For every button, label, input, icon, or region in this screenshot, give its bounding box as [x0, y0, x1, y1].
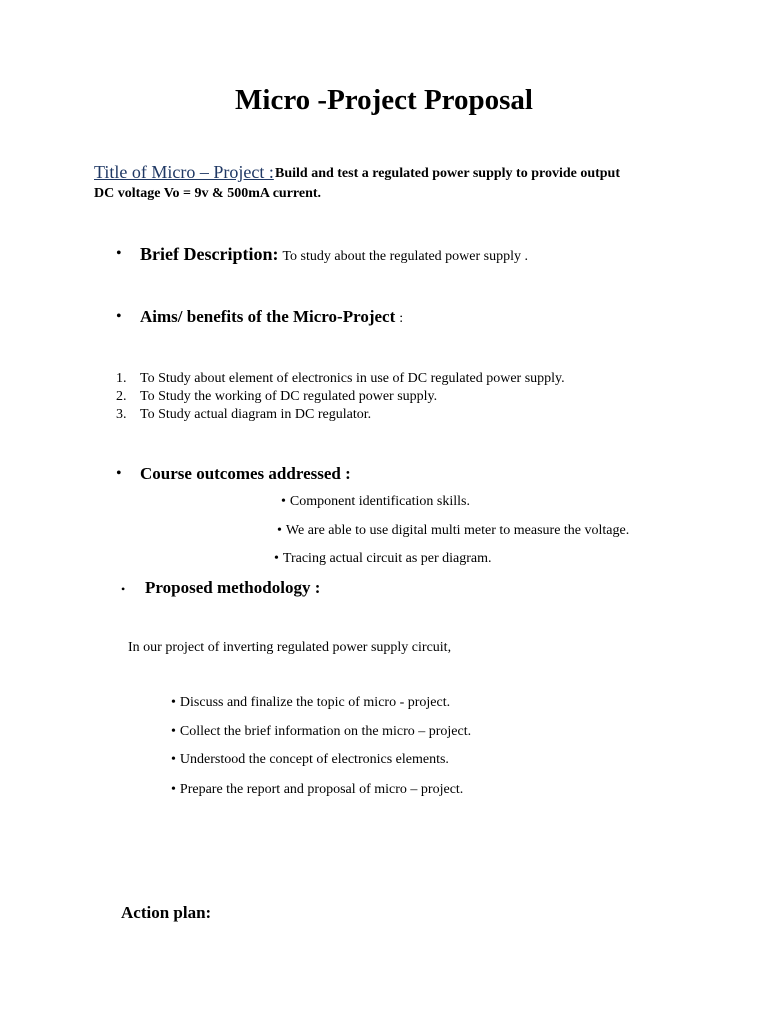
course-outcome-item [274, 551, 492, 567]
aims-list-item: To Study actual diagram in DC regulator. [140, 407, 372, 422]
brief-description-label: Brief Description: [140, 244, 279, 264]
bullet-icon: • [116, 465, 122, 482]
aims-label: Aims/ benefits of the Micro-Project [140, 307, 396, 326]
aims-list-item: To Study the working of DC regulated power supply. [140, 389, 438, 404]
methodology-label: Proposed methodology : [145, 578, 321, 597]
bullet-icon: • [277, 523, 282, 538]
course-outcome-item [277, 523, 629, 539]
methodology-intro: In our project of inverting regulated power supply circuit, [128, 640, 452, 655]
brief-description [140, 244, 528, 265]
course-outcome-text: Component identification skills. [289, 494, 470, 509]
methodology-item [171, 782, 463, 798]
course-outcome-text: Tracing actual circuit as per diagram. [282, 551, 492, 566]
aims-list-item: To Study about element of electronics in use of DC regulated power supply. [140, 371, 565, 386]
aims-list-number: 2. [116, 389, 127, 404]
action-plan-label: Action plan: [121, 903, 212, 922]
bullet-icon: • [116, 308, 122, 325]
methodology-text: Understood the concept of electronics elements. [179, 752, 449, 767]
bullet-icon: • [171, 782, 176, 797]
aims-list-number: 3. [116, 407, 127, 422]
bullet-icon: • [171, 752, 176, 767]
project-title-text-line2: DC voltage Vo = 9v & 500mA current. [94, 186, 322, 201]
bullet-icon: • [121, 582, 126, 596]
methodology-text: Discuss and finalize the topic of micro - project. [179, 695, 451, 710]
aims-heading [140, 307, 403, 327]
course-outcomes-label: Course outcomes addressed : [140, 464, 351, 483]
aims-list-number: 1. [116, 371, 127, 386]
project-title-text: Build and test a regulated power supply to provide output [275, 166, 621, 181]
bullet-icon: • [116, 245, 122, 262]
aims-suffix: : [399, 311, 404, 326]
bullet-icon: • [274, 551, 279, 566]
methodology-text: Collect the brief information on the micro – project. [179, 724, 472, 739]
methodology-item [171, 724, 471, 740]
bullet-icon: • [171, 695, 176, 710]
brief-description-text: To study about the regulated power supply . [282, 249, 528, 264]
methodology-item [171, 695, 450, 711]
project-title-label: Title of Micro – Project : [94, 162, 274, 182]
methodology-item [171, 752, 449, 768]
course-outcome-text: We are able to use digital multi meter to measure the voltage. [285, 523, 630, 538]
course-outcome-item [281, 494, 470, 510]
bullet-icon: • [171, 724, 176, 739]
bullet-icon: • [281, 494, 286, 509]
document-title: Micro -Project Proposal [235, 84, 533, 116]
methodology-text: Prepare the report and proposal of micro – project. [179, 782, 464, 797]
